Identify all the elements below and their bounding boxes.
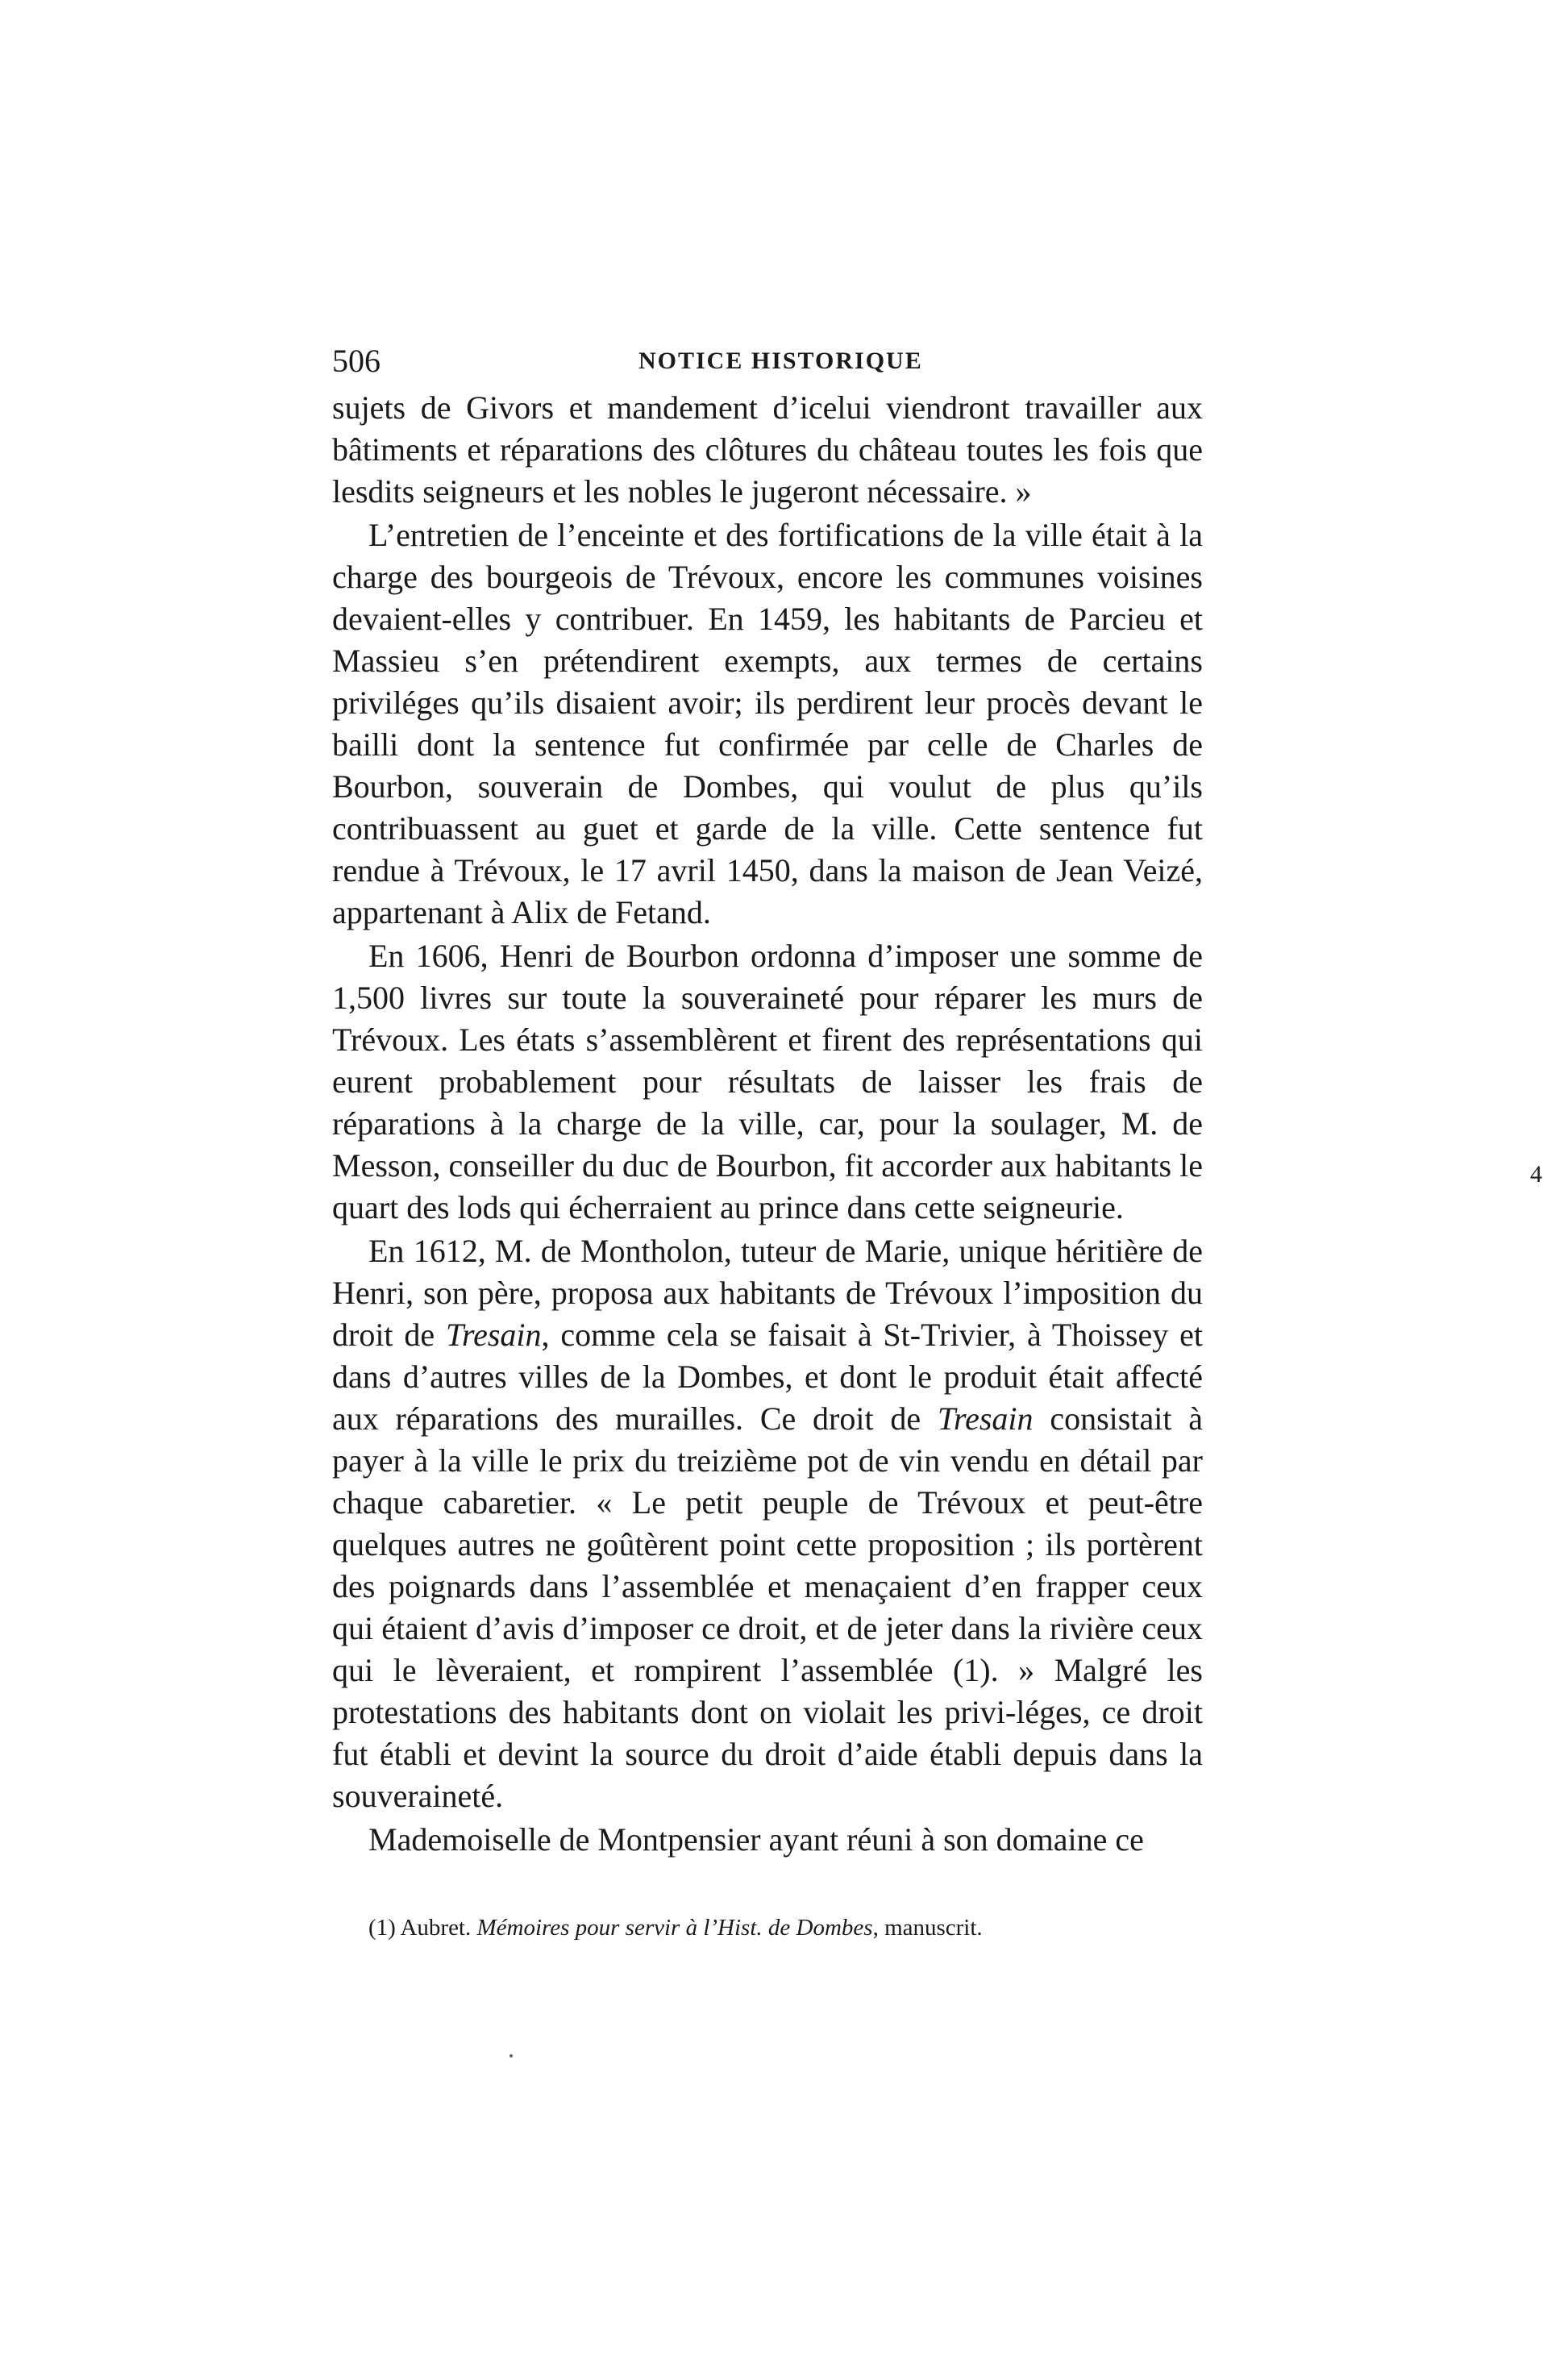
paragraph-2: L’entretien de l’enceinte et des fortifications de la ville était à la charge des bourgeois de Trévoux, encore les communes voisines devaient-elles y contribuer. En 1459, les habitants de Parcieu et Massieu s’en prétendirent exempts, aux termes de certains priviléges qu’ils disaient avoir; ils perdirent leur procès devant le bailli dont la sentence fut confirmée par celle de Charles de Bourbon, souverain de Dombes, qui voulut de plus qu’ils contribuassent au guet et garde de la ville. Cette sentence fut rendue à Trévoux, le 17 avril 1450, dans la maison de Jean Veizé, appartenant à Alix de Fetand. bbox=[332, 517, 1203, 930]
footnote-title: Mémoires pour servir à l’Hist. de Dombes bbox=[476, 1915, 873, 1941]
page-number: 506 bbox=[332, 343, 381, 379]
paragraph-4-part-1: En 1612, M. de Montholon, tuteur de Marie, unique héritière de Henri, son père, proposa aux habitants de Trévoux l’imposition du droit de bbox=[332, 1233, 1203, 1353]
paragraph-5: Mademoiselle de Montpensier ayant réuni à son domaine ce bbox=[368, 1821, 1144, 1858]
paragraph-1: sujets de Givors et mandement d’icelui viendront travailler aux bâtiments et réparations des clôtures du château toutes les fois que lesdits seigneurs et les nobles le jugeront nécessaire. » bbox=[332, 389, 1203, 510]
paragraph-3: En 1606, Henri de Bourbon ordonna d’imposer une somme de 1,500 livres sur toute la souveraineté pour réparer les murs de Trévoux. Les états s’assemblèrent et firent des représentations qui eurent probablement pour résultats de laisser les frais de réparations à la charge de la ville, car, pour la soulager, M. de Messon, conseiller du duc de Bourbon, fit accorder aux habitants le quart des lods qui écherraient au prince dans cette seigneurie. bbox=[332, 938, 1203, 1225]
page-header bbox=[332, 337, 1203, 385]
running-title: NOTICE HISTORIQUE bbox=[638, 347, 923, 374]
margin-mark: 4 bbox=[1530, 1161, 1542, 1188]
footnote-rest: , manuscrit. bbox=[872, 1915, 983, 1941]
paragraph-4-part-3: consistait à payer à la ville le prix du treizième pot de vin vendu en détail par chaque cabaretier. « Le petit peuple de Trévoux et peut-être quelques autres ne goûtèrent point cette proposition ; ils portèrent des poignards dans l’assemblée et menaçaient d’en frapper ceux qui étaient d’avis d’imposer ce droit, et de jeter dans la rivière ceux qui le lèveraient, et rompirent l’assemblée (1). » Malgré les protestations des habitants dont on violait les privi-léges, ce droit fut établi et devint la source du droit d’aide établi depuis dans la souveraineté. bbox=[332, 1400, 1203, 1814]
italic-term-tresain: Tresain bbox=[445, 1317, 542, 1353]
speck bbox=[509, 2054, 513, 2058]
body-text bbox=[332, 387, 1203, 1862]
italic-term-tresain-2: Tresain bbox=[937, 1400, 1034, 1437]
paragraph-4-part-2: , comme cela se faisait à St-Trivier, à Thoissey et dans d’autres villes de la Dombes, et dont le produit était affecté aux réparations des murailles. Ce droit de bbox=[332, 1317, 1203, 1437]
footnote bbox=[332, 1911, 1203, 1945]
footnote-marker: (1) Aubret. bbox=[368, 1915, 477, 1941]
paragraph-4 bbox=[332, 1230, 1203, 1817]
